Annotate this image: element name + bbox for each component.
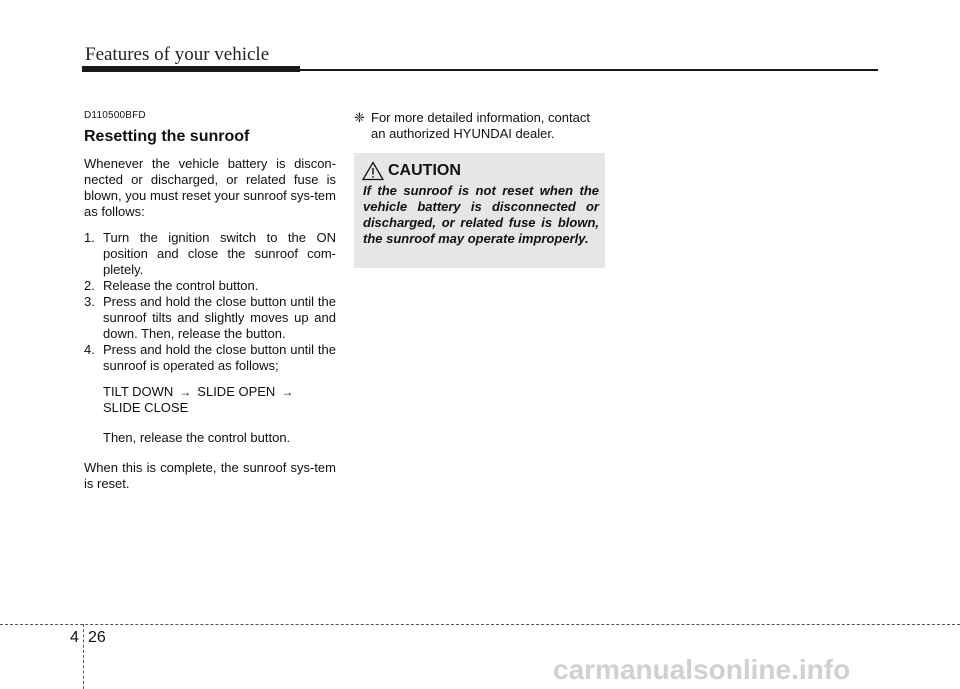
list-item: [84, 278, 336, 294]
sequence-slide-close: SLIDE CLOSE: [103, 400, 189, 415]
dealer-note: [354, 110, 606, 142]
step-number: 2.: [84, 278, 95, 293]
page-number: 26: [88, 629, 106, 646]
step-text: Press and hold the close button until the sunroof is operated as follows;: [103, 342, 336, 373]
sequence-tilt-down: TILT DOWN: [103, 384, 174, 399]
step-number: 1.: [84, 230, 95, 245]
caution-box: [354, 153, 605, 268]
list-item: [84, 230, 336, 278]
then-release-text: Then, release the control button.: [103, 430, 291, 445]
steps-list: [84, 230, 336, 374]
list-item: [84, 342, 336, 374]
warning-triangle-icon: [362, 161, 384, 181]
note-text: For more detailed information, contact an authorized HYUNDAI dealer.: [371, 110, 590, 141]
footer-rule: [0, 624, 960, 625]
left-column: [84, 110, 336, 502]
arrow-right-icon: →: [281, 385, 294, 399]
caution-label: CAUTION: [388, 162, 461, 179]
footer-divider: [83, 624, 84, 689]
step-text: Press and hold the close button until the sunroof tilts and slightly moves up and down. Then, release the button.: [103, 294, 336, 341]
right-column: [354, 110, 606, 142]
closing-paragraph: When this is complete, the sunroof sys-tem is reset.: [84, 460, 336, 491]
section-heading: Resetting the sunroof: [84, 128, 250, 145]
caution-text: If the sunroof is not reset when the vehicle battery is disconnected or discharged, or related fuse is blown, the sunroof may operate improperly.: [363, 183, 599, 246]
watermark: carmanualsonline.info: [553, 654, 851, 685]
operation-sequence: [84, 384, 336, 416]
note-mark-icon: ❈: [354, 110, 365, 125]
section-code: D110500BFD: [84, 110, 146, 121]
header-title: Features of your vehicle: [85, 44, 270, 65]
step-text: Release the control button.: [103, 278, 259, 293]
step-number: 4.: [84, 342, 95, 357]
header-rule-thick: [82, 66, 300, 72]
intro-paragraph: Whenever the vehicle battery is discon-nected or discharged, or related fuse is blown, you must reset your sunroof sys-tem as follows:: [84, 156, 336, 219]
chapter-number: 4: [70, 629, 79, 646]
arrow-right-icon: →: [179, 385, 192, 399]
sequence-slide-open: SLIDE OPEN: [197, 384, 276, 399]
list-item: [84, 294, 336, 342]
header-rule-thin: [300, 69, 878, 71]
step-text: Turn the ignition switch to the ON position and close the sunroof com-pletely.: [103, 230, 336, 277]
step-number: 3.: [84, 294, 95, 309]
caution-title: [362, 160, 461, 182]
